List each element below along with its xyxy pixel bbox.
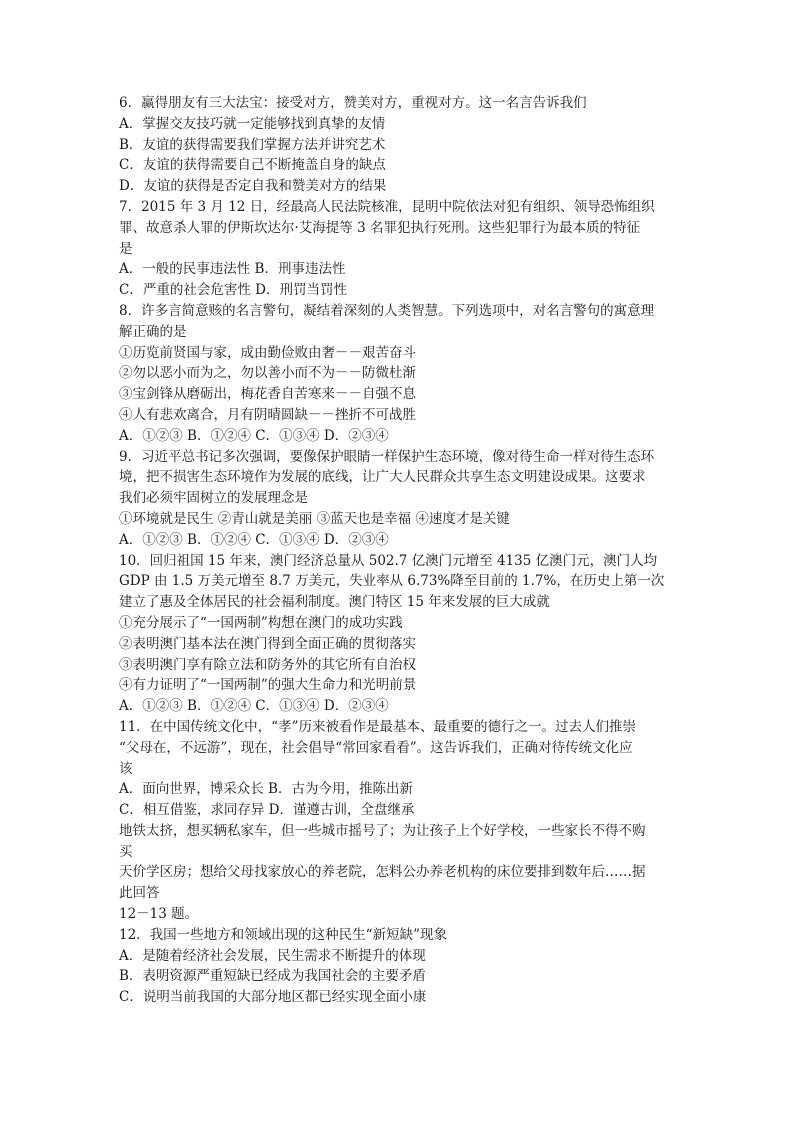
text-line: 地铁太挤，想买辆私家车，但一些城市摇号了；为让孩子上个好学校，一些家长不得不购 [119,822,646,839]
text-line: 6．赢得朋友有三大法宝：接受对方，赞美对方，重视对方。这一名言告诉我们 [119,95,587,111]
text-line: 我们必须牢固树立的发展理念是 [119,490,308,507]
text-line: 7．2015 年 3 月 12 日，经最高人民法院核准，昆明中院依法对犯有组织、领导恐怖组织 [119,198,655,215]
text-line: C．相互借鉴，求同存异 D．谨遵古训，全盘继承 [119,802,415,819]
text-line: 8．许多言简意赅的名言警句，凝结着深刻的人类智慧。下列选项中，对名言警句的寓意理 [119,302,655,319]
text-line: ①环境就是民生 ②青山就是美丽 ③蓝天也是幸福 ④速度才是关键 [119,510,510,527]
text-line: 买 [119,843,133,860]
text-line: A．①②③ B．①②④ C．①③④ D．②③④ [119,531,389,548]
text-line: ①充分展示了“一国两制”构想在澳门的成功实践 [119,614,403,631]
text-line: 是 [119,240,133,257]
text-line: 12－13 题。 [119,906,199,923]
text-line: 9．习近平总书记多次强调，要像保护眼睛一样保护生态环境，像对待生命一样对待生态环 [119,448,655,465]
text-line: C．严重的社会危害性 D．刑罚当罚性 [119,282,347,299]
text-line: 解正确的是 [119,323,187,340]
document-body [119,93,679,1008]
text-line: 11．在中国传统文化中，“孝”历来被看作是最基本、最重要的德行之一。过去人们推崇 [119,718,636,735]
text-line: B．友谊的获得需要我们掌握方法并讲究艺术 [119,136,386,153]
text-line: ④有力证明了“一国两制”的强大生命力和光明前景 [119,677,417,694]
text-line: A．一般的民事违法性 B．刑事违法性 [119,261,346,278]
text-line: 12．我国一些地方和领域出现的这种民生“新短缺”现象 [119,926,447,943]
text-line: D．友谊的获得是否定自我和赞美对方的结果 [119,178,387,195]
text-line: 境，把不损害生态环境作为发展的底线，让广大人民群众共享生态文明建设成果。这要求 [119,469,646,486]
text-line: ③表明澳门享有除立法和防务外的其它所有自治权 [119,656,416,673]
text-line: ④人有悲欢离合，月有阴晴圆缺－－挫折不可战胜 [119,406,416,423]
text-line: 罪、故意杀人罪的伊斯坎达尔·艾海提等 3 名罪犯执行死刑。这些犯罪行为最本质的特征 [119,219,640,236]
text-line: 10．回归祖国 15 年来，澳门经济总量从 502.7 亿澳门元增至 4135 亿澳门元，澳门人均 [119,552,658,569]
text-line: ②表明澳门基本法在澳门得到全面正确的贯彻落实 [119,635,416,652]
text-line: “父母在，不远游”，现在，社会倡导“常回家看看”。这告诉我们，正确对待传统文化应 [119,739,633,756]
text-line: A．掌握交友技巧就一定能够找到真挚的友情 [119,115,386,132]
text-line: A．①②③ B．①②④ C．①③④ D．②③④ [119,427,389,444]
text-line: 该 [119,760,133,777]
text-line: 此回答 [119,885,160,902]
text-line: GDP 由 1.5 万美元增至 8.7 万美元，失业率从 6.73%降至目前的 1.7%，在历史上第一次 [119,573,665,590]
text-line: C．说明当前我国的大部分地区都已经实现全面小康 [119,989,427,1006]
text-line: A．面向世界，博采众长 B．古为今用，推陈出新 [119,781,413,798]
text-line: ③宝剑锋从磨砺出，梅花香自苦寒来－－自强不息 [119,386,416,403]
text-line: ②勿以恶小而为之，勿以善小而不为－－防微杜渐 [119,365,416,382]
text-line: 天价学区房；想给父母找家放心的养老院，怎料公办养老机构的床位要排到数年后……据 [119,864,646,881]
text-line: A．是随着经济社会发展，民生需求不断提升的体现 [119,947,426,964]
text-line: 建立了惠及全体居民的社会福利制度。澳门特区 15 年来发展的巨大成就 [119,594,550,611]
text-line: A．①②③ B．①②④ C．①③④ D．②③④ [119,698,389,715]
text-line: ①历览前贤国与家，成由勤俭败由奢－－艰苦奋斗 [119,344,416,361]
text-line: C．友谊的获得需要自己不断掩盖自身的缺点 [119,157,386,174]
text-line: B．表明资源严重短缺已经成为我国社会的主要矛盾 [119,968,426,985]
